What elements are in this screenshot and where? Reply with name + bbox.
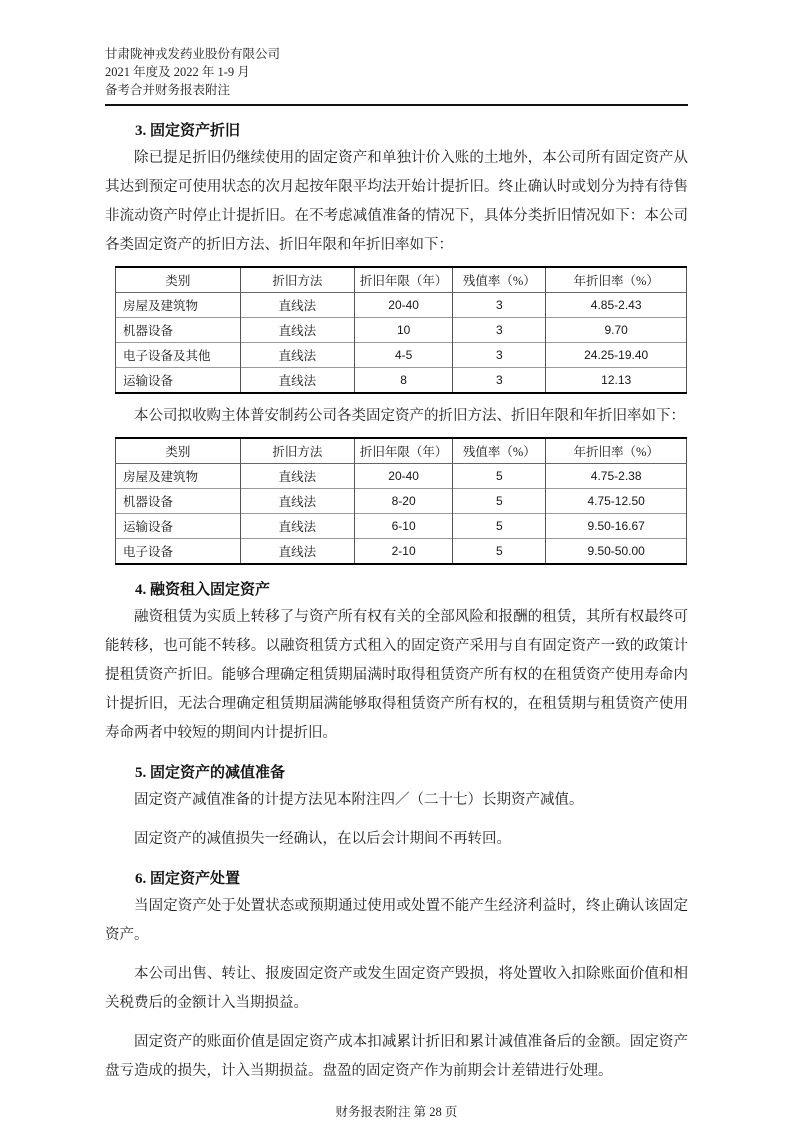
column-header: 类别 xyxy=(116,438,241,464)
value-cell: 20-40 xyxy=(354,464,452,489)
category-cell: 电子设备及其他 xyxy=(116,343,241,368)
category-cell: 房屋及建筑物 xyxy=(116,293,241,318)
acquiree-intro-paragraph: 本公司拟收购主体普安制药公司各类固定资产的折旧方法、折旧年限和年折旧率如下： xyxy=(134,408,685,424)
header-divider xyxy=(105,104,688,106)
value-cell: 直线法 xyxy=(240,489,354,514)
column-header: 折旧年限（年） xyxy=(354,438,452,464)
value-cell: 3 xyxy=(453,343,546,368)
table-row xyxy=(116,514,687,539)
disposal-paragraph-1: 当固定资产处于处置状态或预期通过使用或处置不能产生经济利益时，终止确认该固定资产。 xyxy=(105,898,688,943)
value-cell: 直线法 xyxy=(240,343,354,368)
category-cell: 运输设备 xyxy=(116,514,241,539)
category-cell: 运输设备 xyxy=(116,368,241,394)
category-cell: 电子设备 xyxy=(116,539,241,565)
finance-lease-paragraph: 融资租赁为实质上转移了与资产所有权有关的全部风险和报酬的租赁，其所有权最终可能转移，也可能不转移。以融资租赁方式租入的固定资产采用与自有固定资产一致的政策计提租赁资产折旧。能够合理确定租赁期届满时取得租赁资产所有权的在租赁资产使用寿命内计提折旧，无法合理确定租赁期届满能够取得租赁资产所有权的，在租赁期与租赁资产使用寿命两者中较短的期间内计提折旧。 xyxy=(105,609,688,741)
disposal-paragraph-2: 本公司出售、转让、报废固定资产或发生固定资产毁损，将处置收入扣除账面价值和相关税费后的金额计入当期损益。 xyxy=(105,966,688,1011)
company-name: 甘肃陇神戎发药业股份有限公司 xyxy=(105,47,281,61)
value-cell: 10 xyxy=(354,318,452,343)
value-cell: 5 xyxy=(453,464,546,489)
value-cell: 2-10 xyxy=(354,539,452,565)
value-cell: 5 xyxy=(453,489,546,514)
value-cell: 3 xyxy=(453,318,546,343)
column-header: 折旧方法 xyxy=(240,267,354,293)
value-cell: 8 xyxy=(354,368,452,394)
column-header: 残值率（%） xyxy=(453,438,546,464)
value-cell: 5 xyxy=(453,514,546,539)
column-header: 折旧年限（年） xyxy=(354,267,452,293)
value-cell: 直线法 xyxy=(240,514,354,539)
column-header: 年折旧率（%） xyxy=(546,267,687,293)
value-cell: 4.85-2.43 xyxy=(546,293,687,318)
section-heading-impairment: 5. 固定资产的减值准备 xyxy=(135,765,286,781)
table-row xyxy=(116,318,687,343)
value-cell: 8-20 xyxy=(354,489,452,514)
value-cell: 4.75-2.38 xyxy=(546,464,687,489)
value-cell: 9.50-16.67 xyxy=(546,514,687,539)
value-cell: 直线法 xyxy=(240,368,354,394)
category-cell: 房屋及建筑物 xyxy=(116,464,241,489)
depreciation-intro-paragraph: 除已提足折旧仍继续使用的固定资产和单独计价入账的土地外，本公司所有固定资产从其达到预定可使用状态的次月起按年限平均法开始计提折旧。终止确认时或划分为持有待售非流动资产时停止计提折旧。在不考虑减值准备的情况下，具体分类折旧情况如下：本公司各类固定资产的折旧方法、折旧年限和年折旧率如下： xyxy=(105,150,688,253)
acquiree-depreciation-table xyxy=(115,437,687,565)
value-cell: 5 xyxy=(453,539,546,565)
table-row xyxy=(116,464,687,489)
value-cell: 4-5 xyxy=(354,343,452,368)
page-header xyxy=(105,45,688,99)
report-title: 备考合并财务报表附注 xyxy=(105,83,231,97)
value-cell: 24.25-19.40 xyxy=(546,343,687,368)
table-row xyxy=(116,489,687,514)
value-cell: 4.75-12.50 xyxy=(546,489,687,514)
value-cell: 9.50-50.00 xyxy=(546,539,687,565)
value-cell: 直线法 xyxy=(240,539,354,565)
disposal-paragraph-3: 固定资产的账面价值是固定资产成本扣减累计折旧和累计减值准备后的金额。固定资产盘亏造成的损失，计入当期损益。盘盈的固定资产作为前期会计差错进行处理。 xyxy=(105,1034,688,1079)
value-cell: 直线法 xyxy=(240,464,354,489)
section-heading-finance-lease: 4. 融资租入固定资产 xyxy=(135,582,271,598)
section-heading-disposal: 6. 固定资产处置 xyxy=(135,871,241,887)
column-header: 类别 xyxy=(116,267,241,293)
value-cell: 直线法 xyxy=(240,318,354,343)
impairment-paragraph-2: 固定资产的减值损失一经确认，在以后会计期间不再转回。 xyxy=(134,831,511,847)
table-header-row xyxy=(116,438,687,464)
impairment-paragraph-1: 固定资产减值准备的计提方法见本附注四／（二十七）长期资产减值。 xyxy=(134,792,584,808)
value-cell: 20-40 xyxy=(354,293,452,318)
table-row xyxy=(116,293,687,318)
document-body xyxy=(105,119,688,1086)
section-heading-depreciation: 3. 固定资产折旧 xyxy=(135,123,241,139)
table-header-row xyxy=(116,267,687,293)
value-cell: 直线法 xyxy=(240,293,354,318)
value-cell: 12.13 xyxy=(546,368,687,394)
value-cell: 3 xyxy=(453,368,546,394)
table-row xyxy=(116,539,687,565)
table-row xyxy=(116,368,687,394)
value-cell: 6-10 xyxy=(354,514,452,539)
value-cell: 3 xyxy=(453,293,546,318)
report-period: 2021 年度及 2022 年 1-9 月 xyxy=(105,65,250,79)
company-depreciation-table xyxy=(115,266,687,394)
page-footer xyxy=(105,1102,688,1120)
category-cell: 机器设备 xyxy=(116,489,241,514)
page-number-label: 财务报表附注 第 28 页 xyxy=(335,1105,458,1119)
value-cell: 9.70 xyxy=(546,318,687,343)
column-header: 残值率（%） xyxy=(453,267,546,293)
column-header: 折旧方法 xyxy=(240,438,354,464)
category-cell: 机器设备 xyxy=(116,318,241,343)
table-row xyxy=(116,343,687,368)
column-header: 年折旧率（%） xyxy=(546,438,687,464)
